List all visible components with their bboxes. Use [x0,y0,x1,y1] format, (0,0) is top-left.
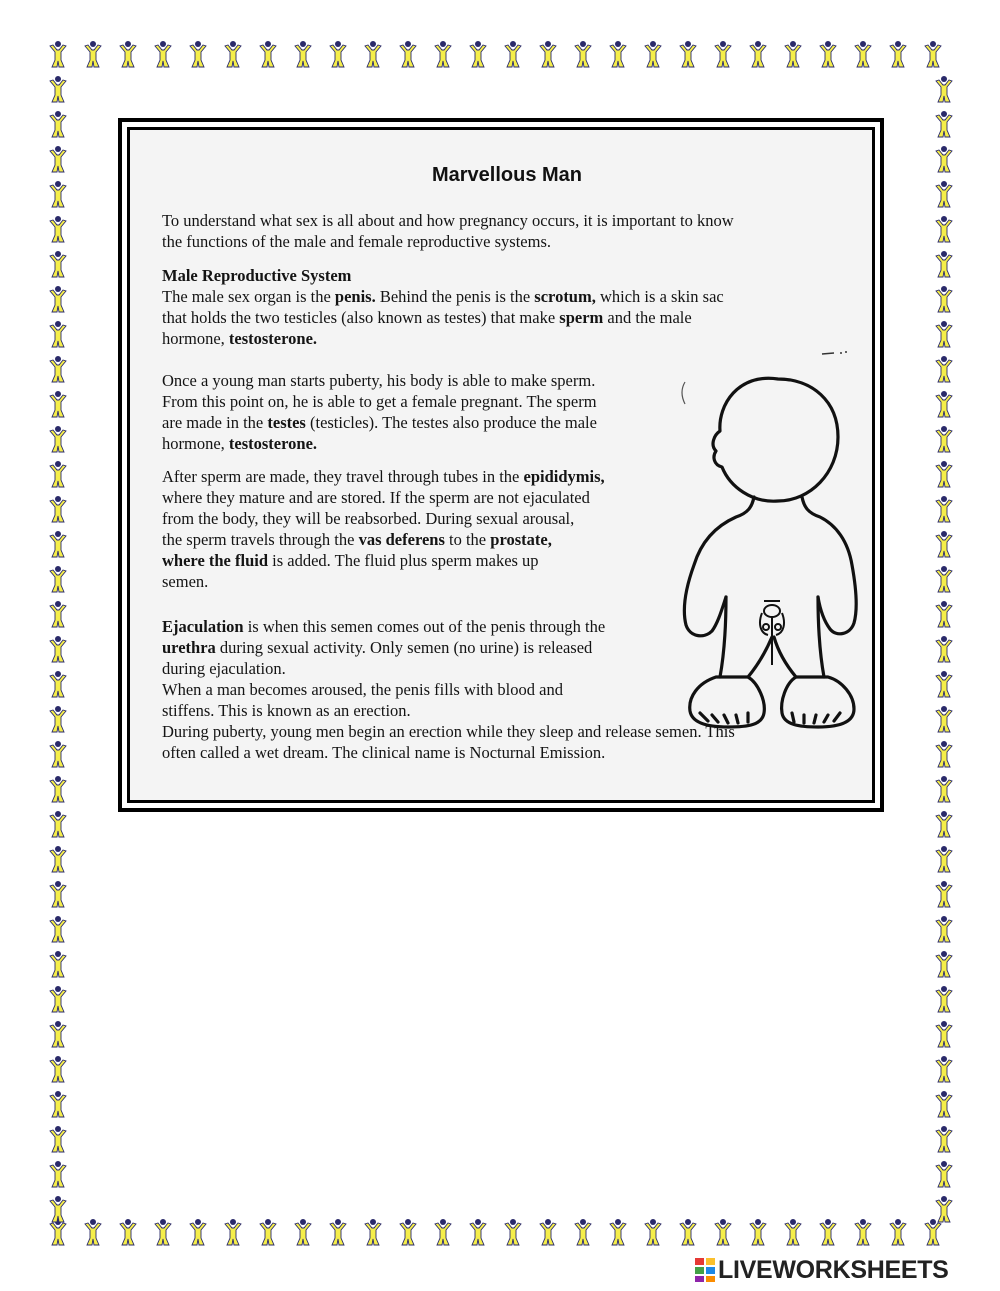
text-run: from the body, they will be reabsorbed. During sexual arousal, [162,509,575,528]
brand-text: LIVEWORKSHEETS [718,1255,949,1284]
body-outline-icon [678,365,858,735]
cheering-figure-icon [46,775,70,803]
cheering-figure-icon [46,320,70,348]
cheering-figure-icon [571,40,595,68]
worksheet-inner-frame [127,127,875,803]
text-line [162,391,597,412]
text-line: the functions of the male and female reproductive systems. [162,232,551,251]
cheering-figure-icon [932,1090,956,1118]
cheering-figure-icon [256,1218,280,1246]
cheering-figure-icon [932,285,956,313]
cheering-figure-icon [536,40,560,68]
cheering-figure-icon [851,1218,875,1246]
bold-term: testes [267,413,306,432]
text-run: (testicles). The testes also produce the male [305,413,597,432]
section-body [162,616,735,763]
cheering-figure-icon [641,40,665,68]
cheering-figure-icon [151,1218,175,1246]
cheering-figure-icon [932,565,956,593]
cheering-figure-icon [46,635,70,663]
cheering-figure-icon [746,1218,770,1246]
cheering-figure-icon [932,1125,956,1153]
cheering-figure-icon [932,950,956,978]
cheering-figure-icon [932,145,956,173]
cheering-figure-icon [816,40,840,68]
cheering-figure-icon [746,40,770,68]
cheering-figure-icon [396,40,420,68]
cheering-figure-icon [46,110,70,138]
text-line [162,550,605,571]
cheering-figure-icon [431,40,455,68]
text-run: hormone, [162,329,229,348]
cheering-figure-icon [46,810,70,838]
cheering-figure-icon [46,40,70,68]
cheering-figure-icon [46,1160,70,1188]
cheering-figure-icon [886,40,910,68]
cheering-figure-icon [711,1218,735,1246]
cheering-figure-icon [46,880,70,908]
cheering-figure-icon [46,1090,70,1118]
cheering-figure-icon [932,1055,956,1083]
cheering-figure-icon [932,845,956,873]
cheering-figure-icon [116,40,140,68]
cheering-figure-icon [46,985,70,1013]
bold-term: vas deferens [358,530,445,549]
cheering-figure-icon [81,40,105,68]
cheering-figure-icon [221,40,245,68]
cheering-figure-icon [932,705,956,733]
text-line [162,487,605,508]
worksheet-card [118,118,884,812]
text-run: hormone, [162,434,229,453]
cheering-figure-icon [186,1218,210,1246]
cheering-figure-icon [711,40,735,68]
bold-term: sperm [559,308,604,327]
text-line [162,466,605,487]
cheering-figure-icon [932,75,956,103]
cheering-figure-icon [46,425,70,453]
cheering-figure-icon [932,530,956,558]
cheering-figure-icon [606,1218,630,1246]
cheering-figure-icon [932,180,956,208]
cheering-figure-icon [932,775,956,803]
text-run: during sexual activity. Only semen (no urine) is released [215,638,593,657]
cheering-figure-icon [932,355,956,383]
text-line [162,508,605,529]
cheering-figure-icon [932,495,956,523]
cheering-figure-icon [932,985,956,1013]
text-run: are made in the [162,413,268,432]
cheering-figure-icon [291,40,315,68]
bold-term: testosterone. [228,329,318,348]
cheering-figure-icon [781,1218,805,1246]
text-line [162,529,605,550]
cheering-figure-icon [921,40,945,68]
cheering-figure-icon [46,740,70,768]
text-run: Once a young man starts puberty, his body is able to make sperm. [162,371,596,390]
cheering-figure-icon [46,145,70,173]
section-heading: Male Reproductive System [162,266,352,285]
cheering-figure-icon [46,1055,70,1083]
cheering-figure-icon [326,40,350,68]
section-puberty [162,370,597,454]
bold-term: scrotum, [534,287,596,306]
bold-term: testosterone. [228,434,318,453]
cheering-figure-icon [46,950,70,978]
bold-term: penis. [334,287,376,306]
text-line [162,412,597,433]
text-run: where they mature and are stored. If the sperm are not ejaculated [162,488,590,507]
section-body [162,466,605,592]
cheering-figure-icon [46,565,70,593]
text-run: The male sex organ is the [162,287,335,306]
text-run: When a man becomes aroused, the penis fills with blood and [162,680,563,699]
cheering-figure-icon [932,390,956,418]
text-run: often called a wet dream. The clinical name is Nocturnal Emission. [162,743,606,762]
cheering-figure-icon [932,670,956,698]
text-run: From this point on, he is able to get a female pregnant. The sperm [162,392,597,411]
text-run: is when this semen comes out of the penis through the [243,617,606,636]
cheering-figure-icon [606,40,630,68]
cheering-figure-icon [932,810,956,838]
text-run: the sperm travels through the [162,530,359,549]
cheering-figure-icon [932,880,956,908]
cheering-figure-icon [501,40,525,68]
cheering-figure-icon [81,1218,105,1246]
cheering-figure-icon [641,1218,665,1246]
cheering-figure-icon [46,845,70,873]
cheering-figure-icon [571,1218,595,1246]
cheering-figure-icon [46,1195,70,1223]
text-run: stiffens. This is known as an erection. [162,701,411,720]
text-line [162,616,735,637]
cheering-figure-icon [396,1218,420,1246]
liveworksheets-brand[interactable] [694,1255,949,1285]
text-line [162,637,735,658]
cheering-figure-icon [932,600,956,628]
cheering-figure-icon [46,530,70,558]
text-line [162,433,597,454]
cheering-figure-icon [46,215,70,243]
cheering-figure-icon [326,1218,350,1246]
text-run: and the male [603,308,692,327]
cheering-figure-icon [46,75,70,103]
intro-paragraph [162,210,734,252]
cheering-figure-icon [256,40,280,68]
text-line [162,370,597,391]
cheering-figure-icon [46,285,70,313]
text-line [162,307,724,328]
section-sperm-path [162,466,605,592]
cheering-figure-icon [886,1218,910,1246]
bold-term: prostate, [490,530,552,549]
cheering-figure-icon [932,635,956,663]
text-line [162,742,735,763]
cheering-figure-icon [466,40,490,68]
section-ejaculation [162,616,735,763]
cheering-figure-icon [431,1218,455,1246]
liveworksheets-logo-icon [694,1257,716,1283]
text-run: Behind the penis is the [375,287,535,306]
cheering-figure-icon [46,180,70,208]
text-line [162,571,605,592]
cheering-figure-icon [46,460,70,488]
cheering-figure-icon [932,320,956,348]
cheering-figure-icon [291,1218,315,1246]
cheering-figure-icon [676,1218,700,1246]
cheering-figure-icon [46,915,70,943]
cheering-figure-icon [361,1218,385,1246]
cheering-figure-icon [932,110,956,138]
text-line [162,328,724,349]
cheering-figure-icon [46,355,70,383]
text-line [162,721,735,742]
cheering-figure-icon [932,1195,956,1223]
cheering-figure-icon [932,460,956,488]
cheering-figure-icon [816,1218,840,1246]
cheering-figure-icon [932,425,956,453]
cheering-figure-icon [46,670,70,698]
cheering-figure-icon [46,1125,70,1153]
text-run: semen. [162,572,209,591]
text-line [162,286,724,307]
cheering-figure-icon [46,495,70,523]
cheering-figure-icon [932,740,956,768]
cheering-figure-icon [361,40,385,68]
page-title: Marvellous Man [431,164,583,186]
cheering-figure-icon [932,915,956,943]
cheering-figure-icon [536,1218,560,1246]
cheering-figure-icon [501,1218,525,1246]
cheering-figure-icon [46,390,70,418]
cheering-figure-icon [46,705,70,733]
text-run: to the [444,530,491,549]
cheering-figure-icon [781,40,805,68]
cheering-figure-icon [221,1218,245,1246]
scan-mark [820,348,850,358]
cheering-figure-icon [151,40,175,68]
bold-term: where the fluid [162,551,269,570]
text-line [162,700,735,721]
cheering-figure-icon [46,250,70,278]
section-male-reproductive-system [162,265,724,349]
bold-term: epididymis, [523,467,605,486]
text-line: To understand what sex is all about and how pregnancy occurs, it is important to know [162,211,734,230]
section-body [162,286,724,349]
text-line [162,658,735,679]
cheering-figure-icon [46,600,70,628]
bold-term: urethra [162,638,216,657]
cheering-figure-icon [116,1218,140,1246]
text-run: After sperm are made, they travel through tubes in the [162,467,524,486]
cheering-figure-icon [932,1160,956,1188]
text-run: which is a skin sac [595,287,724,306]
cheering-figure-icon [466,1218,490,1246]
cheering-figure-icon [186,40,210,68]
text-run: During puberty, young men begin an erection while they sleep and release semen. This [162,722,735,741]
bold-term: Ejaculation [162,617,244,636]
text-run: that holds the two testicles (also known as testes) that make [162,308,560,327]
cheering-figure-icon [851,40,875,68]
cheering-figure-icon [932,1020,956,1048]
text-line [162,679,735,700]
cheering-figure-icon [932,215,956,243]
cheering-figure-icon [932,250,956,278]
text-run: during ejaculation. [162,659,286,678]
cheering-figure-icon [676,40,700,68]
text-run: is added. The fluid plus sperm makes up [268,551,539,570]
section-body [162,370,597,454]
cheering-figure-icon [46,1020,70,1048]
